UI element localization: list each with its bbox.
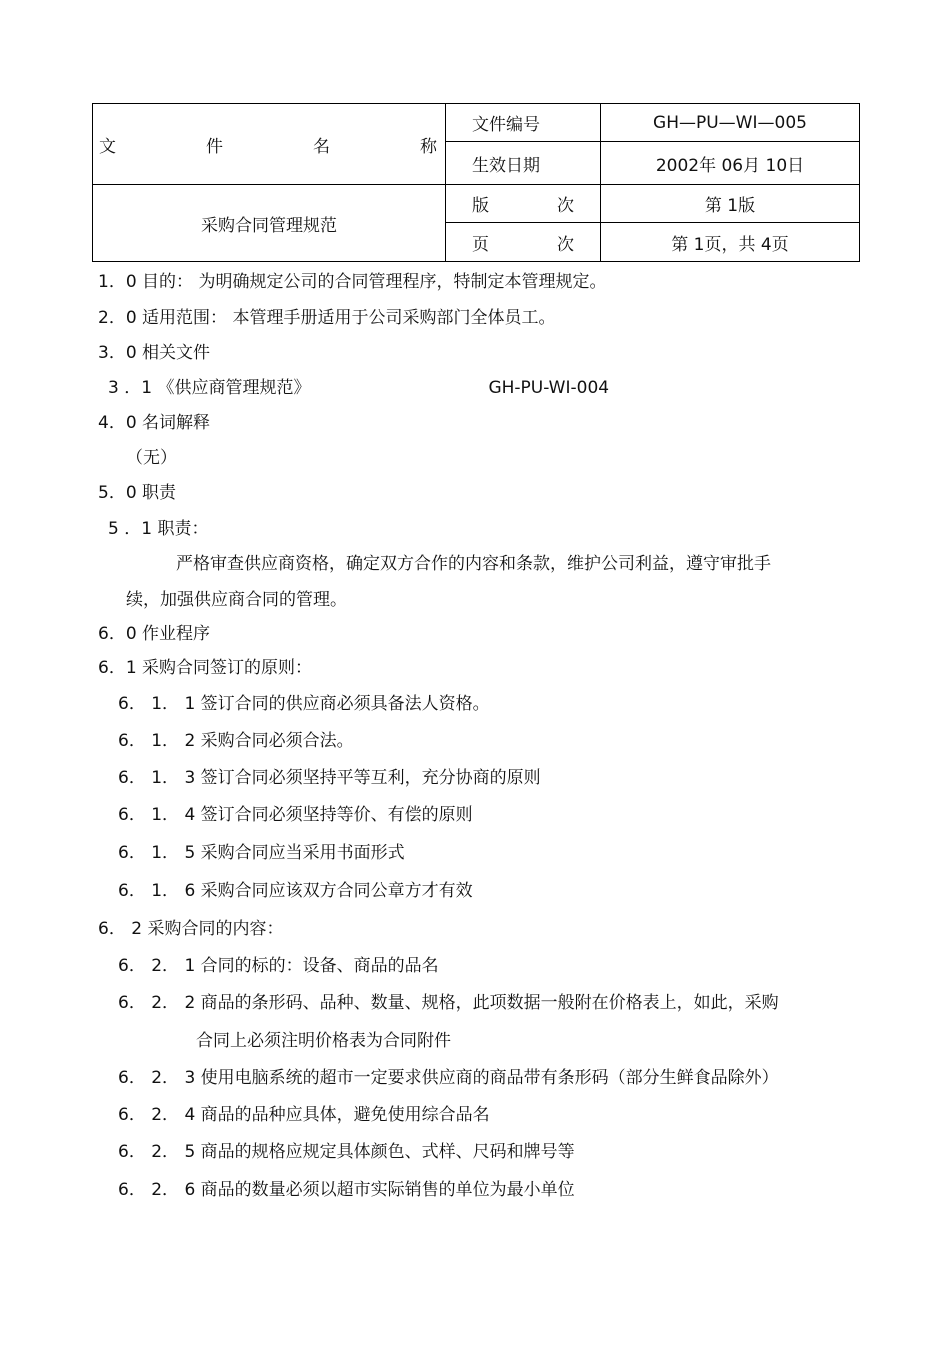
version-label: 版 次 (446, 185, 601, 223)
document-title: 采购合同管理规范 (93, 185, 446, 262)
version-value: 第 1版 (601, 185, 860, 223)
section-6-2-4: 6． 2． 4 商品的品种应具体，避免使用综合品名 (118, 1105, 490, 1125)
section-6-1-5: 6． 1． 5 采购合同应当采用书面形式 (118, 843, 405, 863)
doc-number-value: GH—PU—WI—005 (601, 104, 860, 142)
page-label: 页 次 (446, 223, 601, 262)
related-doc-title: 3 ．1 《供应商管理规范》 (108, 378, 311, 398)
section-6-1-6: 6． 1． 6 采购合同应该双方合同公章方才有效 (118, 881, 473, 901)
section-6-2-1: 6． 2． 1 合同的标的：设备、商品的品名 (118, 956, 439, 976)
doc-number-label: 文件编号 (446, 104, 601, 142)
section-6-2-2-line2: 合同上必须注明价格表为合同附件 (196, 1031, 451, 1051)
section-6-2-3: 6． 2． 3 使用电脑系统的超市一定要求供应商的商品带有条形码（部分生鲜食品除外） (118, 1068, 779, 1088)
section-4-none: （无） (126, 448, 177, 468)
section-1-purpose: 1．0 目的： 为明确规定公司的合同管理程序，特制定本管理规定。 (98, 272, 607, 292)
related-doc-code: GH-PU-WI-004 (488, 378, 610, 398)
section-6-2-5: 6． 2． 5 商品的规格应规定具体颜色、式样、尺码和牌号等 (118, 1142, 575, 1162)
page-value: 第 1页，共 4页 (601, 223, 860, 262)
section-2-scope: 2．0 适用范围： 本管理手册适用于公司采购部门全体员工。 (98, 308, 556, 328)
section-6-1-3: 6． 1． 3 签订合同必须坚持平等互利，充分协商的原则 (118, 768, 541, 788)
doc-name-char: 文 (99, 136, 116, 157)
section-5-1-text-line1: 严格审查供应商资格，确定双方合作的内容和条款，维护公司利益，遵守审批手 (176, 554, 771, 574)
section-3-heading: 3．0 相关文件 (98, 343, 211, 363)
section-6-1-4: 6． 1． 4 签订合同必须坚持等价、有偿的原则 (118, 805, 473, 825)
section-4-heading: 4．0 名词解释 (98, 413, 211, 433)
section-5-heading: 5．0 职责 (98, 483, 177, 503)
section-5-1-heading: 5 ．1 职责： (108, 519, 209, 539)
section-6-1-1: 6． 1． 1 签订合同的供应商必须具备法人资格。 (118, 694, 490, 714)
effective-date-label: 生效日期 (446, 142, 601, 185)
doc-name-char: 称 (420, 136, 437, 157)
doc-name-char: 件 (206, 136, 223, 157)
section-6-2-6: 6． 2． 6 商品的数量必须以超市实际销售的单位为最小单位 (118, 1180, 575, 1200)
section-5-1-text-line2: 续，加强供应商合同的管理。 (126, 590, 347, 610)
doc-name-char: 名 (313, 136, 330, 157)
section-6-1-heading: 6．1 采购合同签订的原则： (98, 658, 313, 678)
section-6-1-2: 6． 1． 2 采购合同必须合法。 (118, 731, 354, 751)
effective-date-value: 2002年 06月 10日 (601, 142, 860, 185)
document-name-label-cell (93, 104, 446, 185)
document-header-table (92, 103, 860, 262)
section-6-heading: 6．0 作业程序 (98, 624, 211, 644)
section-6-2-heading: 6． 2 采购合同的内容： (98, 919, 284, 939)
section-3-1-item (108, 377, 609, 399)
section-6-2-2-line1: 6． 2． 2 商品的条形码、品种、数量、规格，此项数据一般附在价格表上，如此，采购 (118, 993, 779, 1013)
